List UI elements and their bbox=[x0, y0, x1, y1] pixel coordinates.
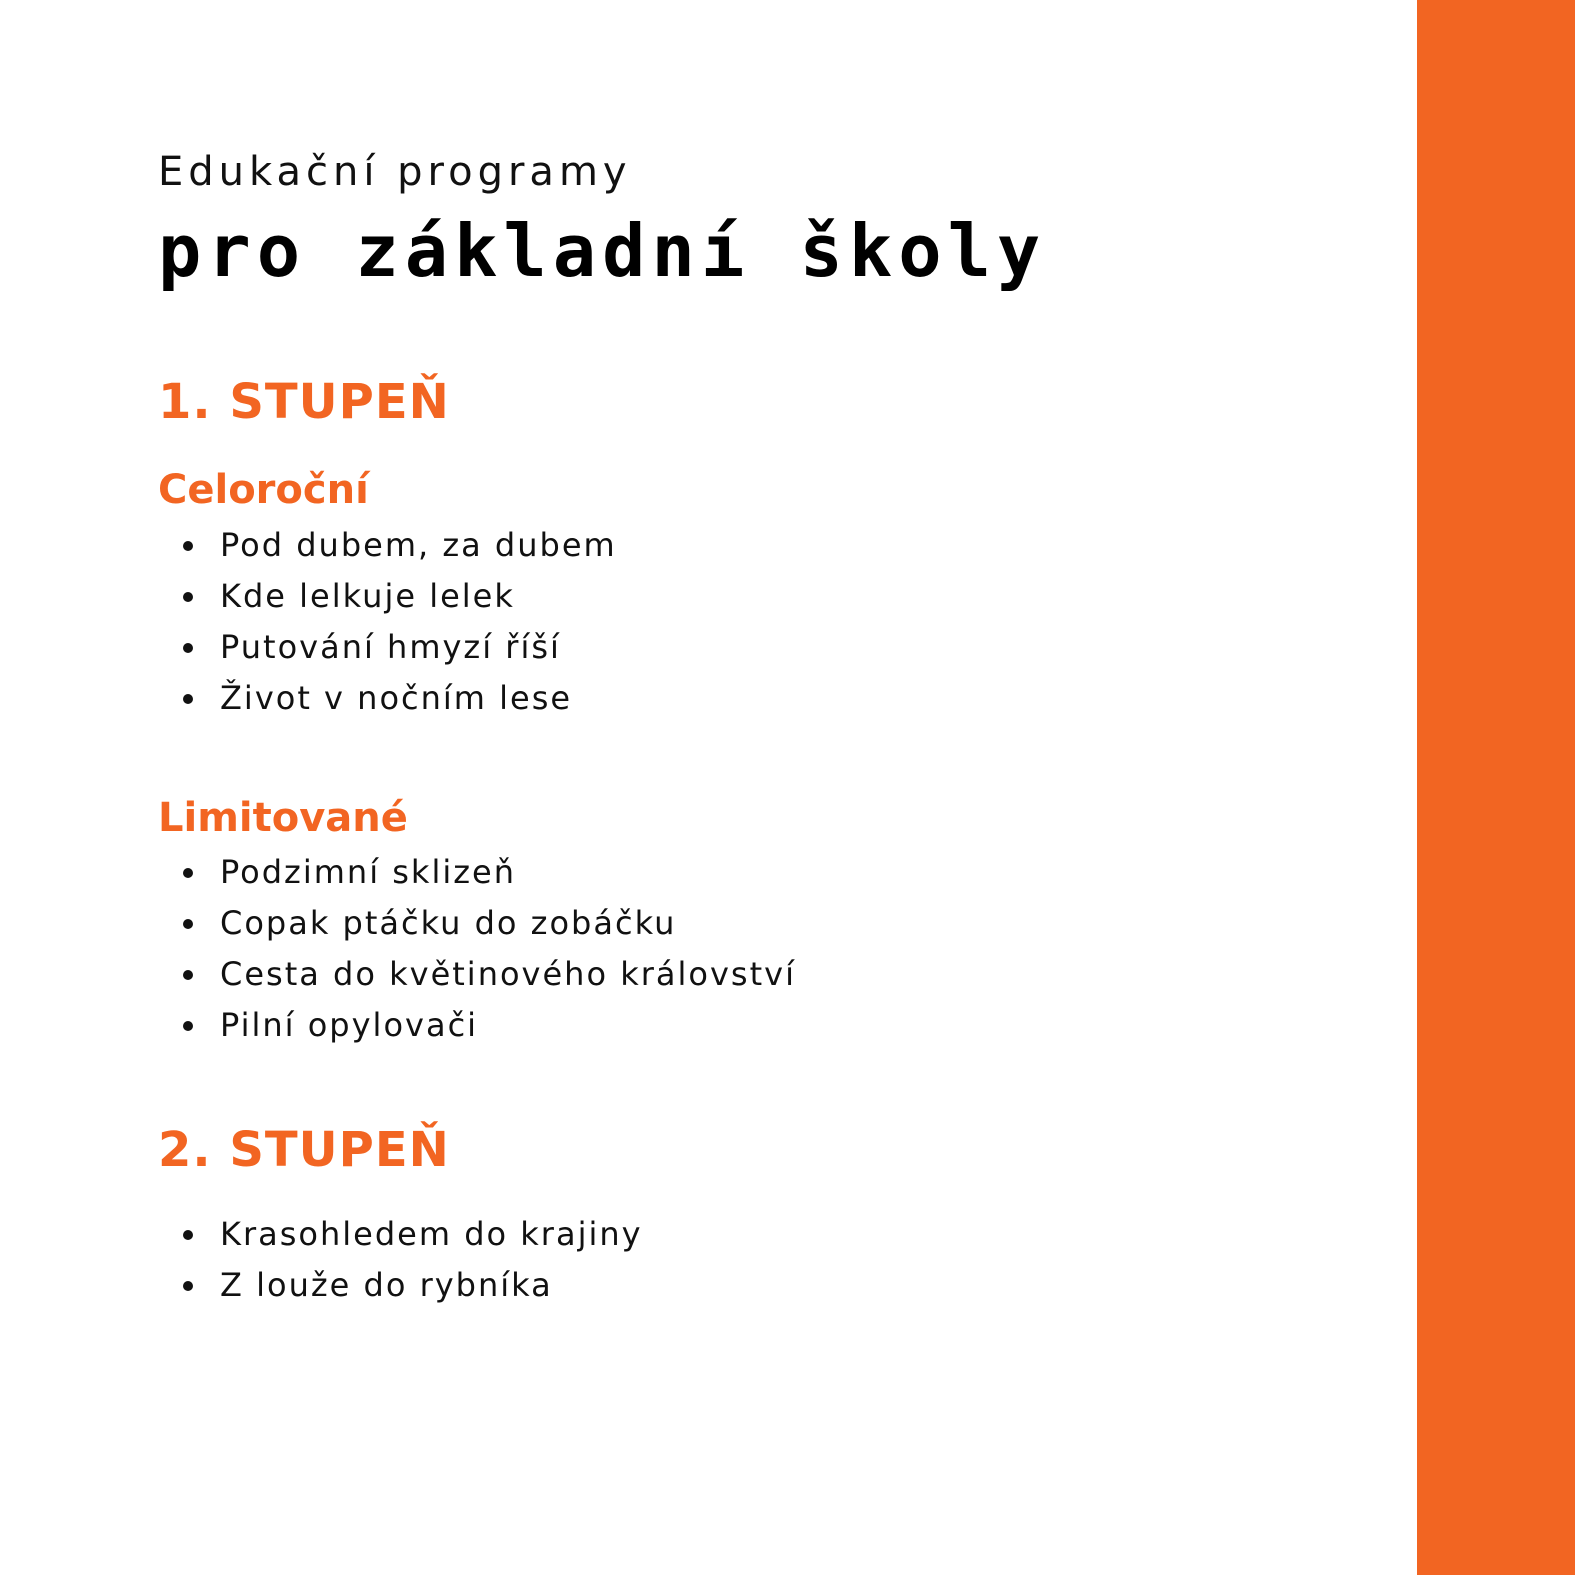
list-item-label: Podzimní sklizeň bbox=[220, 853, 516, 891]
page-subtitle: Edukační programy bbox=[158, 149, 632, 195]
bullet-icon bbox=[183, 970, 193, 980]
group-heading-limited: Limitované bbox=[158, 795, 408, 841]
list-item-label: Putování hmyzí říší bbox=[220, 628, 561, 666]
bullet-icon bbox=[183, 868, 193, 878]
list-item bbox=[158, 1209, 643, 1260]
list-item bbox=[158, 898, 796, 949]
list-item-label: Kde lelkuje lelek bbox=[220, 577, 515, 615]
bullet-icon bbox=[183, 643, 193, 653]
list-item-label: Pod dubem, za dubem bbox=[220, 526, 617, 564]
list-item bbox=[158, 1260, 643, 1311]
page-title: pro základní školy bbox=[158, 209, 1047, 293]
limited-program-list bbox=[158, 847, 796, 1051]
bullet-icon bbox=[183, 1281, 193, 1291]
list-item bbox=[158, 1000, 796, 1051]
list-item bbox=[158, 520, 617, 571]
list-item-label: Cesta do květinového království bbox=[220, 955, 796, 993]
list-item bbox=[158, 949, 796, 1000]
list-item bbox=[158, 622, 617, 673]
stage-2-heading: 2. STUPEŇ bbox=[158, 1122, 450, 1178]
bullet-icon bbox=[183, 592, 193, 602]
list-item-label: Z louže do rybníka bbox=[220, 1266, 553, 1304]
list-item-label: Pilní opylovači bbox=[220, 1006, 479, 1044]
list-item-label: Život v nočním lese bbox=[220, 679, 573, 717]
group-heading-year-round: Celoroční bbox=[158, 467, 369, 513]
list-item-label: Copak ptáčku do zobáčku bbox=[220, 904, 677, 942]
stage-1-heading: 1. STUPEŇ bbox=[158, 374, 450, 430]
list-item bbox=[158, 571, 617, 622]
list-item bbox=[158, 673, 617, 724]
bullet-icon bbox=[183, 1230, 193, 1240]
bullet-icon bbox=[183, 694, 193, 704]
stage-2-program-list bbox=[158, 1209, 643, 1311]
bullet-icon bbox=[183, 541, 193, 551]
list-item-label: Krasohledem do krajiny bbox=[220, 1215, 643, 1253]
list-item bbox=[158, 847, 796, 898]
accent-side-bar bbox=[1417, 0, 1575, 1575]
year-round-program-list bbox=[158, 520, 617, 724]
bullet-icon bbox=[183, 919, 193, 929]
bullet-icon bbox=[183, 1021, 193, 1031]
